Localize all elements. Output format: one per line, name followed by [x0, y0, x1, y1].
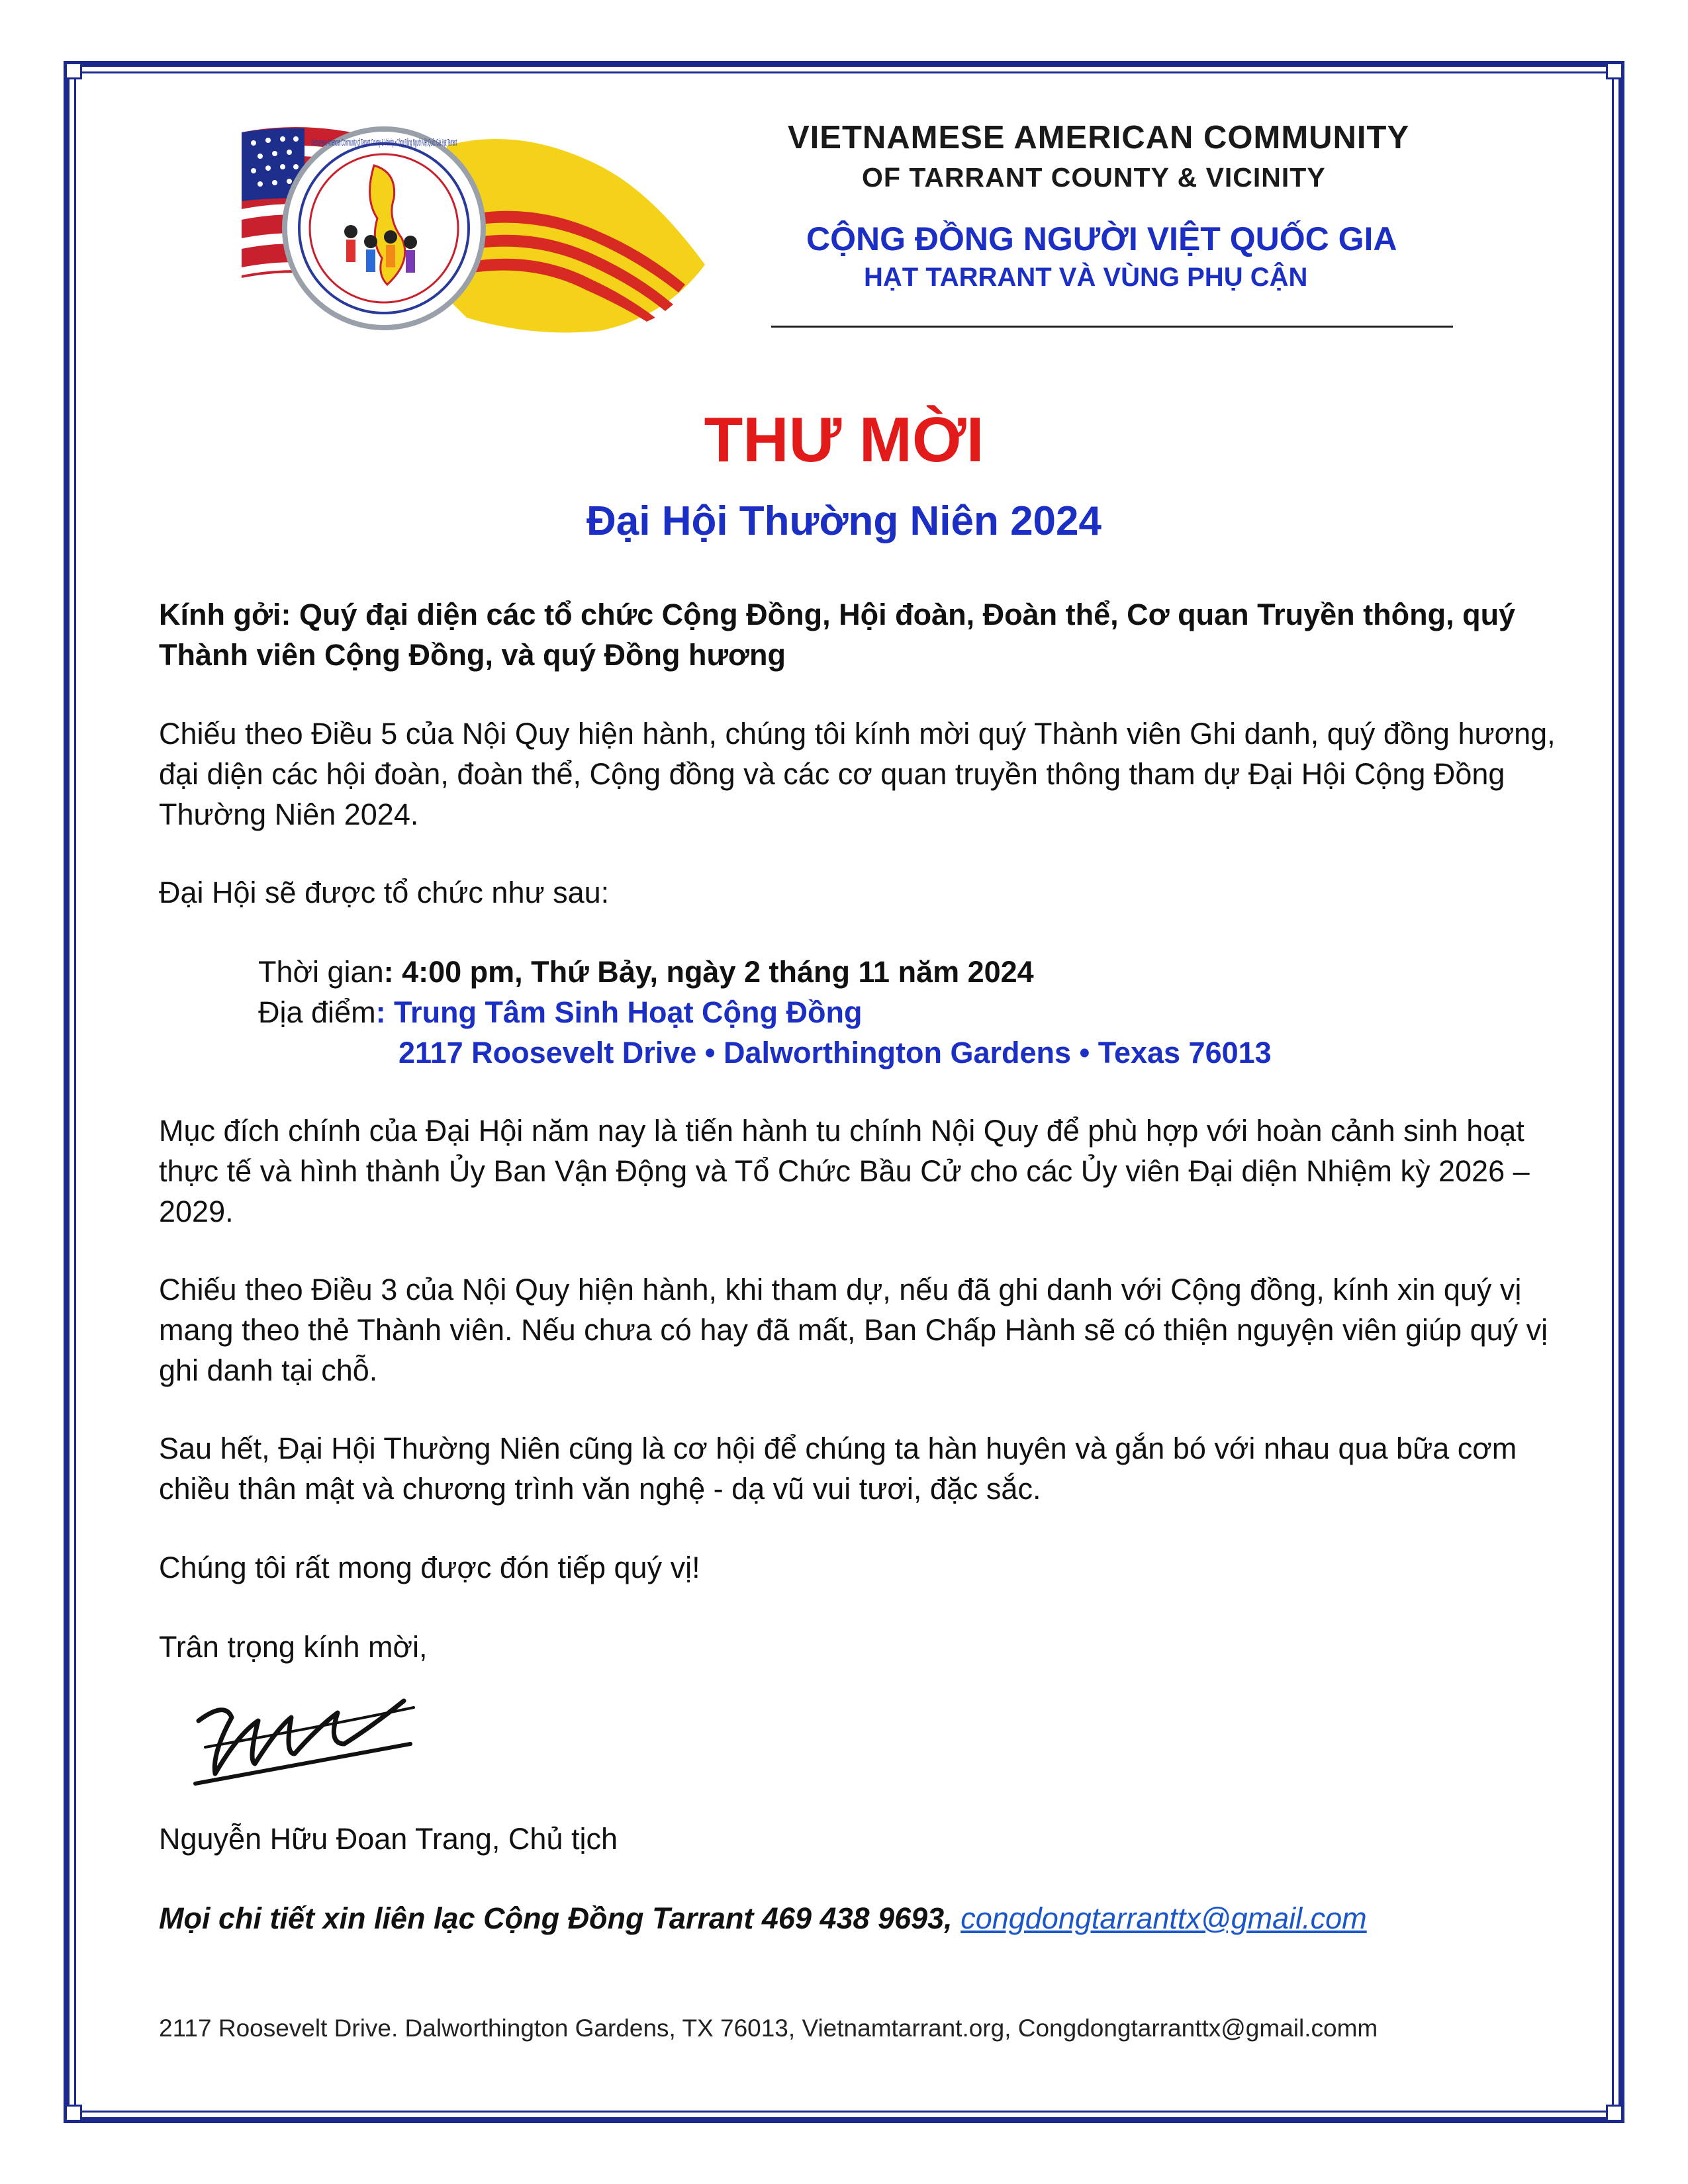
header-divider: [771, 326, 1453, 328]
footer-address: 2117 Roosevelt Drive. Dalworthington Gardens, TX 76013, Vietnamtarrant.org, Congdongtarranttx@gmail.comm: [159, 2015, 1378, 2042]
border-corner-bottom-left: [65, 2105, 82, 2122]
event-time-row: [258, 952, 1034, 992]
letter-title: THƯ MỜI: [704, 404, 984, 475]
event-place-row: [258, 992, 862, 1032]
letter-subtitle: Đại Hội Thường Niên 2024: [586, 498, 1102, 544]
contact-line: [159, 1898, 1556, 1938]
border-corner-bottom-right: [1606, 2105, 1623, 2122]
addressee-paragraph: Kính gởi: Quý đại diện các tổ chức Cộng Đồng, Hội đoàn, Đoàn thể, Cơ quan Truyền thông, quý Thành viên Cộng Đồng, và quý Đồng hương: [159, 598, 1516, 672]
place-label: Địa điểm: [258, 995, 376, 1029]
page-border-inner: [74, 71, 1614, 2113]
organized-as-line: Đại Hội sẽ được tổ chức như sau:: [159, 876, 610, 909]
place-value: : Trung Tâm Sinh Hoạt Cộng Đồng: [375, 995, 863, 1029]
emblem-ring-text: Vietnamese American Community of Tarrant County & Vicinity • Cộng Đồng Người Việt Quốc Gia Hạt Tarrant: [311, 137, 457, 148]
signature-image: [185, 1681, 424, 1800]
contact-text: Mọi chi tiết xin liên lạc Cộng Đồng Tarrant 469 438 9693,: [159, 1901, 961, 1935]
event-address: 2117 Roosevelt Drive • Dalworthington Gardens • Texas 76013: [399, 1036, 1272, 1069]
org-name-vn-line2: HẠT TARRANT VÀ VÙNG PHỤ CẬN: [864, 263, 1308, 292]
time-label: Thời gian: [258, 955, 384, 989]
hope-line: Chúng tôi rất mong được đón tiếp quý vị!: [159, 1551, 700, 1584]
contact-email-link[interactable]: congdongtarranttx@gmail.com: [961, 1901, 1367, 1935]
border-corner-top-left: [65, 62, 82, 79]
purpose-paragraph: Mục đích chính của Đại Hội năm nay là tiến hành tu chính Nội Quy để phù hợp với hoàn cảnh sinh hoạt thực tế và hình thành Ủy Ban Vận Động và Tổ Chức Bầu Cử cho các Ủy viên Đại diện Nhiệm kỳ 2026 – 2029.: [159, 1114, 1530, 1228]
org-name-vn-line1: CỘNG ĐỒNG NGƯỜI VIỆT QUỐC GIA: [806, 220, 1397, 257]
intro-paragraph: Chiếu theo Điều 5 của Nội Quy hiện hành, chúng tôi kính mời quý Thành viên Ghi danh, quý đồng hương, đại diện các hội đoàn, đoàn thể, Cộng đồng và các cơ quan truyền thông tham dự Đại Hội Cộng Đồng Thường Niên 2024.: [159, 717, 1556, 831]
time-value: : 4:00 pm, Thứ Bảy, ngày 2 tháng 11 năm 2024: [383, 955, 1034, 989]
sign-off-line: Trân trọng kính mời,: [159, 1630, 428, 1664]
border-corner-top-right: [1606, 62, 1623, 79]
org-name-en-line2: OF TARRANT COUNTY & VICINITY: [862, 162, 1326, 193]
membership-paragraph: Chiếu theo Điều 3 của Nội Quy hiện hành, khi tham dự, nếu đã ghi danh với Cộng đồng, kính xin quý vị mang theo thẻ Thành viên. Nếu chưa có hay đã mất, Ban Chấp Hành sẽ có thiện nguyện viên giúp quý vị ghi danh tại chỗ.: [159, 1273, 1548, 1387]
signer-name: Nguyễn Hữu Đoan Trang, Chủ tịch: [159, 1822, 618, 1856]
closing-paragraph: Sau hết, Đại Hội Thường Niên cũng là cơ hội để chúng ta hàn huyên và gắn bó với nhau qua bữa cơm chiều thân mật và chương trình văn nghệ - dạ vũ vui tươi, đặc sắc.: [159, 1432, 1517, 1506]
emblem-icon: [285, 129, 483, 328]
org-name-en-line1: VIETNAMESE AMERICAN COMMUNITY: [788, 120, 1410, 156]
community-logo: [228, 119, 718, 344]
